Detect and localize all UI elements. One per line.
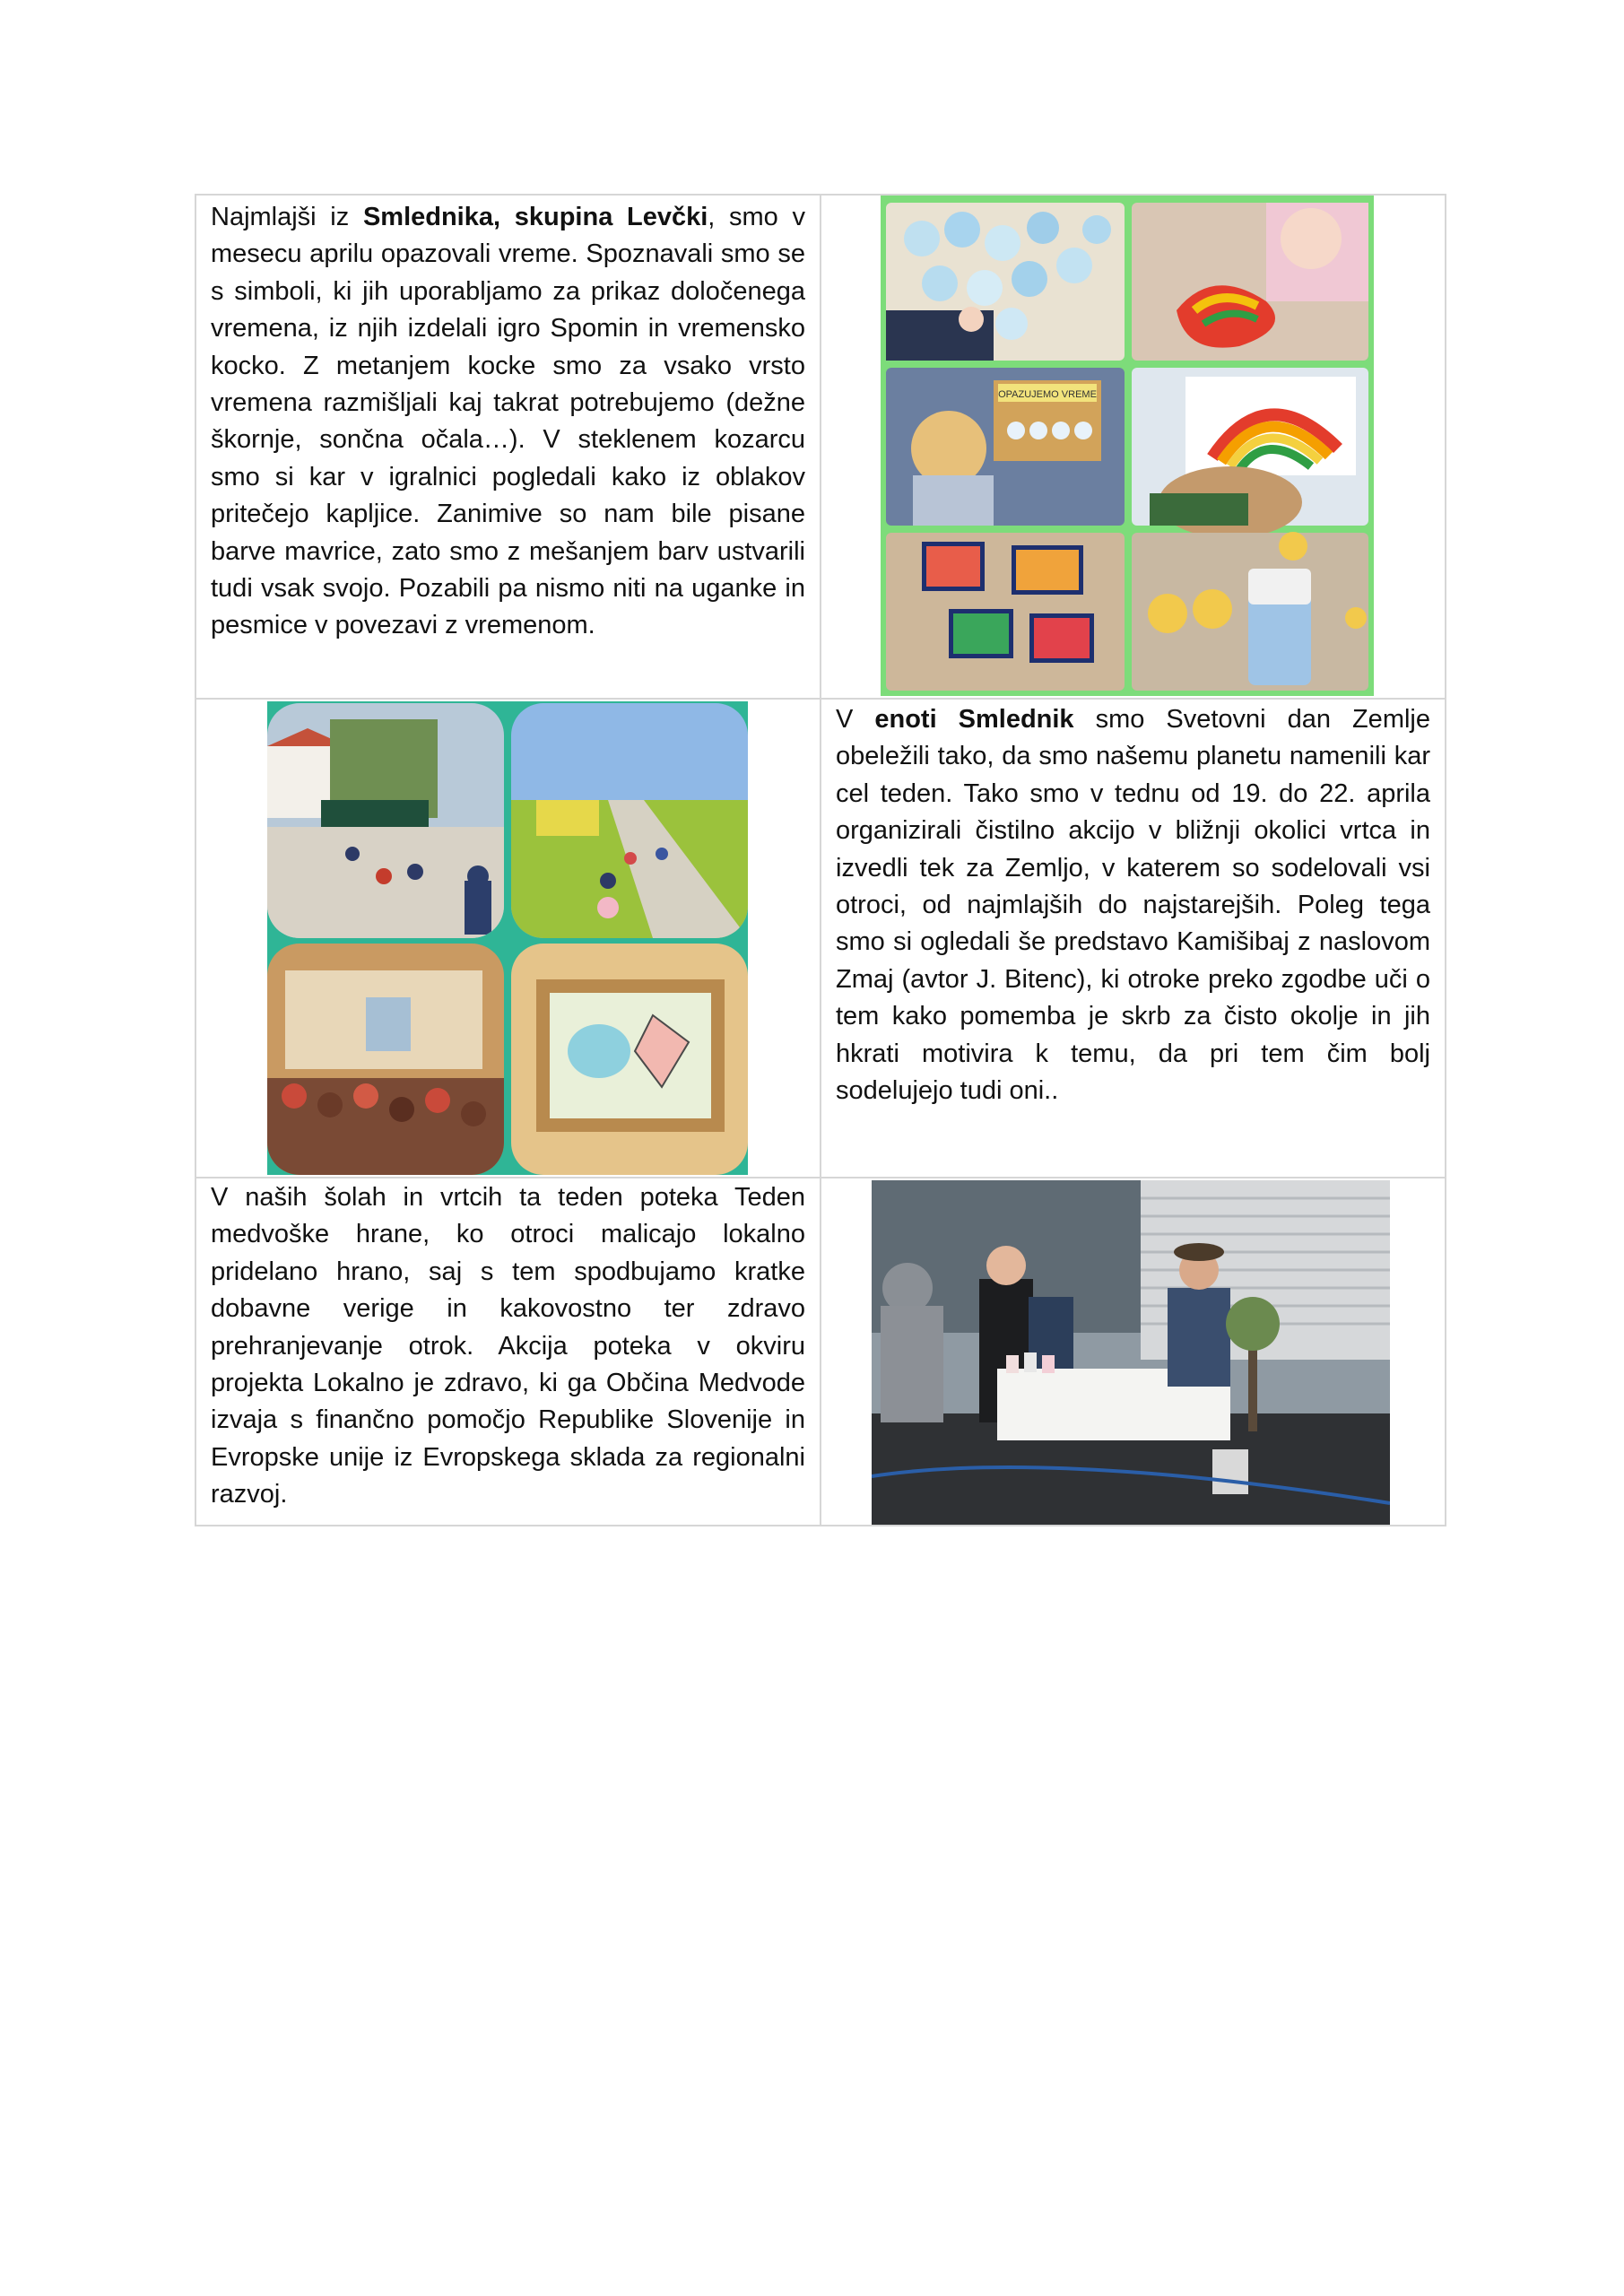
- board-sign-text: OPAZUJEMO VREME: [998, 389, 1097, 400]
- photo-cell-local-food: [821, 1178, 1446, 1526]
- paragraph-local-food: [196, 1178, 820, 1514]
- bold-text-run: Smlednika, skupina Levčki: [362, 203, 708, 231]
- text-run: smo Svetovni dan Zemlje obeležili tako, da smo našemu planetu namenili kar cel teden. Tako smo v tednu od 19. do 22. aprila organizirali čistilno akcijo v bližnji okolici vrtca in izvedli tek za Zemljo, v katerem so sodelovali vsi otroci, od najmlajših do najstarejših. Poleg tega smo si ogledali še predstavo Kamišibaj z naslovom Zmaj (avtor J. Bitenc), ki otroke preko zgodbe uči o tem kako pomemba je skrb za čisto okolje in jih hkrati motivira k temu, da pri tem čim bolj sodelujejo tudi oni..: [836, 705, 1430, 1106]
- photo-cell-earth-day: [195, 699, 821, 1178]
- weather-collage-photo: [881, 196, 1374, 696]
- local-food-image: [872, 1180, 1390, 1525]
- text-cell-local-food: [195, 1178, 821, 1526]
- weather-collage-image: [881, 196, 1374, 696]
- local-food-photo: [872, 1180, 1390, 1525]
- text-run: V: [836, 705, 875, 734]
- text-cell-earth-day: [821, 699, 1446, 1178]
- earth-day-collage-photo: [267, 701, 748, 1175]
- photo-cell-weather: [821, 195, 1446, 699]
- text-cell-weather: [195, 195, 821, 699]
- paragraph-earth-day: [821, 700, 1445, 1109]
- text-run: V naših šolah in vrtcih ta teden poteka Teden medvoške hrane, ko otroci malicajo lokalno pridelano hrano, saj s tem spodbujamo kratke dobavne verige in kakovostno ter zdravo prehranjevanje otrok. Akcija poteka v okviru projekta Lokalno je zdravo, ki ga Občina Medvode izvaja s finančno pomočjo Republike Slovenije in Evropske unije iz Evropskega sklada za regionalni razvoj.: [211, 1183, 805, 1509]
- paragraph-weather: [196, 196, 820, 645]
- newsletter-table: [195, 194, 1446, 1526]
- text-run: Najmlajši iz: [211, 203, 363, 231]
- text-run: , smo v mesecu aprilu opazovali vreme. Spoznavali smo se s simboli, ki jih uporabljamo za prikaz določenega vremena, iz njih izdelali igro Spomin in vremensko kocko. Z metanjem kocke smo za vsako vrsto vremena razmišljali kaj takrat potrebujemo (dežne škornje, sončna očala…). V steklenem kozarcu smo si kar v igralnici pogledali kako iz oblakov pritečejo kapljice. Zanimive so nam bile pisane barve mavrice, zato smo z mešanjem barv ustvarili tudi vsak svojo. Pozabili pa nismo niti na uganke in pesmice v povezavi z vremenom.: [211, 203, 805, 640]
- table-row: [195, 195, 1446, 699]
- table-row: [195, 1178, 1446, 1526]
- bold-text-run: enoti Smlednik: [874, 705, 1074, 734]
- table-row: [195, 699, 1446, 1178]
- earth-day-collage-image: [267, 701, 748, 1175]
